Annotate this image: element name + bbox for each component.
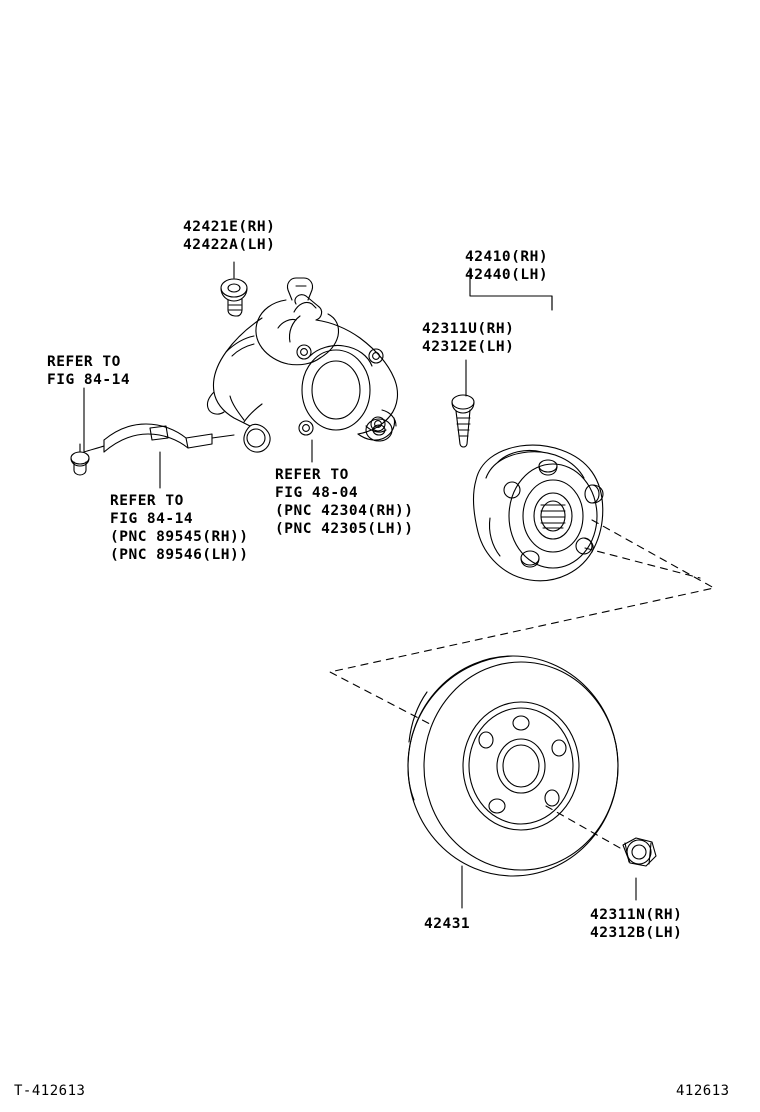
label-knuckle-bolt: 42421E(RH) 42422A(LH) xyxy=(183,219,276,253)
alignment-axis-nut xyxy=(546,806,620,848)
label-hub-nut: 42311N(RH) 42312B(LH) xyxy=(590,907,683,941)
label-hub-bolt: 42311U(RH) 42312E(LH) xyxy=(422,321,515,355)
brake-disc-rotor xyxy=(408,656,618,876)
label-hub-assembly: 42410(RH) 42440(LH) xyxy=(465,249,549,283)
wheel-hub-assembly xyxy=(474,445,603,581)
label-refer-fig-84-14-upper: REFER TO FIG 84-14 xyxy=(47,354,131,388)
hub-nut-part xyxy=(623,838,656,866)
rear-axle-carrier xyxy=(207,278,397,452)
page-code-right: 412613 xyxy=(676,1083,730,1099)
label-brake-disc: 42431 xyxy=(424,916,471,932)
knuckle-bolt-part xyxy=(221,279,247,316)
abs-sensor-wire xyxy=(71,424,234,475)
page-code-left: T-412613 xyxy=(14,1083,86,1099)
alignment-axis xyxy=(330,520,714,724)
label-refer-fig-48-04: REFER TO FIG 48-04 (PNC 42304(RH)) (PNC 42305(LH)) xyxy=(275,467,414,537)
hub-bolt-part xyxy=(452,395,474,447)
label-refer-fig-84-14-lower: REFER TO FIG 84-14 (PNC 89545(RH)) (PNC 89546(LH)) xyxy=(110,493,249,563)
